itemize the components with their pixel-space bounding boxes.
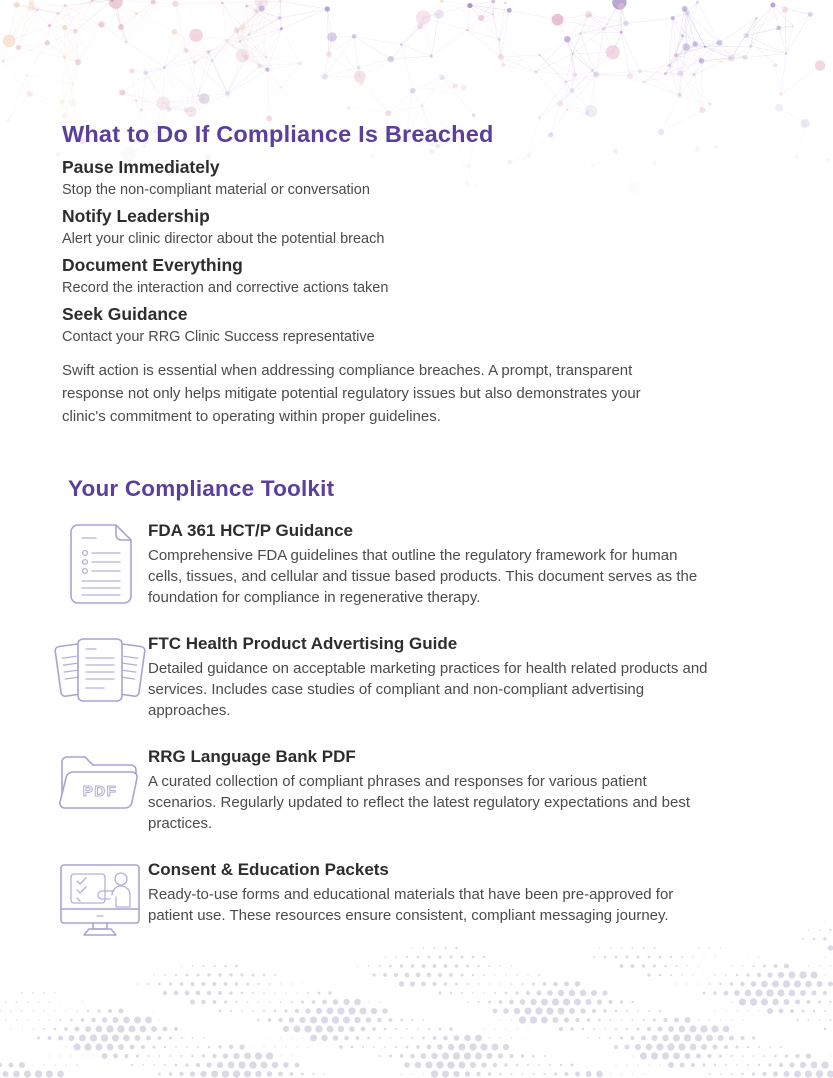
toolkit-item-description: Comprehensive FDA guidelines that outline the regulatory framework for human cells, tissues, and cellular and tissue based products. This document serves as the foundation for compliance in regenerative therapy. [148, 547, 698, 607]
step-description: Contact your RRG Clinic Success representative [62, 329, 375, 346]
toolkit-item [52, 633, 774, 721]
step-title: Seek Guidance [62, 304, 188, 325]
toolkit-section [52, 475, 774, 943]
page-content [62, 120, 774, 943]
pdf-label: PDF [82, 783, 118, 801]
toolkit-item-title: FDA 361 HCT/P Guidance [148, 521, 353, 540]
breach-section-heading: What to Do If Compliance Is Breached [62, 121, 494, 147]
summary-paragraph: Swift action is essential when addressing compliance breaches. A prompt, transparent response not only helps mitigate potential regulatory issues but also demonstrates your clinic's commitment to operating within proper guidelines. [62, 362, 641, 426]
breach-step [62, 304, 774, 346]
breach-section [62, 120, 774, 429]
stacked-documents-icon [52, 633, 148, 705]
toolkit-item-title: Consent & Education Packets [148, 860, 389, 880]
step-description: Alert your clinic director about the potential breach [62, 231, 385, 248]
toolkit-item-text [148, 520, 774, 608]
step-title: Notify Leadership [62, 206, 210, 227]
breach-step [62, 206, 774, 248]
toolkit-item [52, 746, 774, 834]
toolkit-item-text [148, 746, 774, 834]
toolkit-item-text [148, 859, 774, 926]
monitor-presentation-icon [52, 859, 148, 941]
toolkit-item-title: FTC Health Product Advertising Guide [148, 634, 458, 654]
step-description: Stop the non-compliant material or conversation [62, 182, 370, 199]
toolkit-item-description: A curated collection of compliant phrases and responses for various patient scenarios. Regularly updated to reflect the latest regulatory expectations and best practices. [148, 773, 690, 833]
pdf-folder-icon [52, 746, 148, 812]
toolkit-item [52, 520, 774, 608]
step-description: Record the interaction and corrective actions taken [62, 280, 389, 297]
toolkit-item-text [148, 633, 774, 721]
toolkit-item-description: Ready-to-use forms and educational materials that have been pre-approved for patient use. These resources ensure consistent, compliant messaging journey. [148, 886, 674, 925]
breach-step [62, 157, 774, 199]
toolkit-section-heading: Your Compliance Toolkit [68, 476, 335, 501]
breach-step [62, 255, 774, 297]
step-title: Document Everything [62, 255, 243, 276]
document-icon [52, 520, 148, 606]
toolkit-item-title: RRG Language Bank PDF [148, 747, 356, 767]
step-title: Pause Immediately [62, 157, 220, 178]
toolkit-item [52, 859, 774, 943]
toolkit-item-description: Detailed guidance on acceptable marketing practices for health related products and services. Includes case studies of compliant and non-compliant advertising approaches. [148, 660, 708, 720]
